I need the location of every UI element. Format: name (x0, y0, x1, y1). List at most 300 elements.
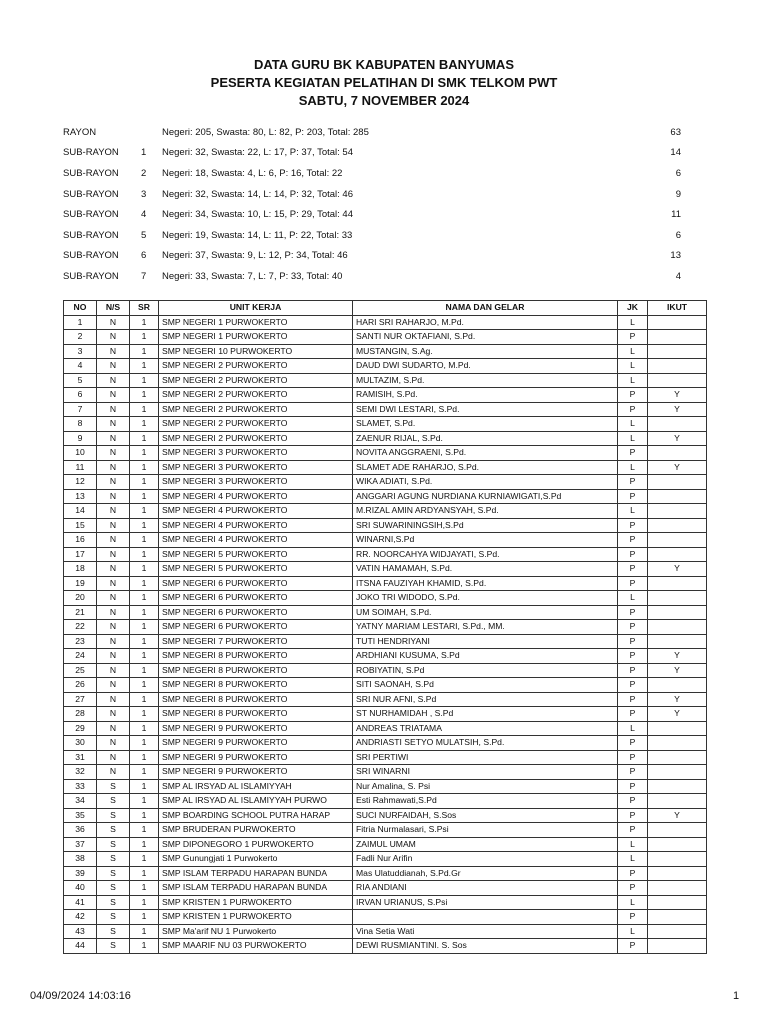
cell-jk: P (618, 823, 648, 838)
cell-sr: 1 (130, 634, 159, 649)
summary-number: 4 (141, 209, 147, 221)
cell-no: 33 (64, 779, 97, 794)
cell-unit-kerja: SMP AL IRSYAD AL ISLAMIYYAH (159, 779, 353, 794)
cell-ikut (648, 344, 707, 359)
teacher-table (63, 300, 707, 954)
cell-no: 3 (64, 344, 97, 359)
cell-no: 19 (64, 576, 97, 591)
cell-nama: RIA ANDIANI (353, 881, 618, 896)
cell-ikut (648, 678, 707, 693)
cell-nama: M.RIZAL AMIN ARDYANSYAH, S.Pd. (353, 504, 618, 519)
table-row (64, 605, 707, 620)
summary-label: SUB-RAYON (63, 270, 119, 282)
summary-total: 11 (671, 209, 681, 221)
cell-ns: S (97, 924, 130, 939)
cell-ikut (648, 373, 707, 388)
cell-ns: N (97, 707, 130, 722)
cell-unit-kerja: SMP NEGERI 7 PURWOKERTO (159, 634, 353, 649)
cell-nama: Esti Rahmawati,S.Pd (353, 794, 618, 809)
summary-number: 7 (141, 270, 147, 282)
cell-no: 43 (64, 924, 97, 939)
cell-ns: S (97, 779, 130, 794)
header-sr: SR (130, 301, 159, 316)
cell-ikut: Y (648, 388, 707, 403)
cell-sr: 1 (130, 504, 159, 519)
cell-no: 1 (64, 315, 97, 330)
cell-unit-kerja: SMP NEGERI 9 PURWOKERTO (159, 750, 353, 765)
cell-jk: P (618, 634, 648, 649)
cell-ns: N (97, 736, 130, 751)
cell-nama: ST NURHAMIDAH , S.Pd (353, 707, 618, 722)
cell-unit-kerja: SMP NEGERI 5 PURWOKERTO (159, 562, 353, 577)
cell-unit-kerja: SMP NEGERI 6 PURWOKERTO (159, 591, 353, 606)
table-row (64, 344, 707, 359)
footer-datetime: 04/09/2024 14:03:16 (30, 990, 131, 1002)
cell-unit-kerja: SMP Gunungjati 1 Purwokerto (159, 852, 353, 867)
cell-sr: 1 (130, 330, 159, 345)
cell-ns: N (97, 765, 130, 780)
cell-jk: P (618, 808, 648, 823)
cell-ns: N (97, 576, 130, 591)
table-row (64, 910, 707, 925)
cell-sr: 1 (130, 620, 159, 635)
cell-sr: 1 (130, 808, 159, 823)
table-row (64, 576, 707, 591)
cell-ns: N (97, 663, 130, 678)
cell-no: 24 (64, 649, 97, 664)
cell-nama: SRI WINARNI (353, 765, 618, 780)
cell-sr: 1 (130, 823, 159, 838)
cell-jk: P (618, 489, 648, 504)
cell-no: 27 (64, 692, 97, 707)
cell-nama: ARDHIANI KUSUMA, S.Pd (353, 649, 618, 664)
cell-no: 34 (64, 794, 97, 809)
cell-sr: 1 (130, 518, 159, 533)
cell-ns: S (97, 808, 130, 823)
cell-no: 29 (64, 721, 97, 736)
table-row (64, 518, 707, 533)
summary-label: SUB-RAYON (63, 147, 119, 159)
summary-row (63, 266, 691, 287)
cell-sr: 1 (130, 721, 159, 736)
cell-no: 22 (64, 620, 97, 635)
table-row (64, 721, 707, 736)
cell-no: 35 (64, 808, 97, 823)
table-row (64, 649, 707, 664)
summary-description: Negeri: 37, Swasta: 9, L: 12, P: 34, Total: 46 (162, 250, 348, 262)
table-row (64, 663, 707, 678)
cell-nama: RAMISIH, S.Pd. (353, 388, 618, 403)
table-row (64, 489, 707, 504)
cell-nama: ANDREAS TRIATAMA (353, 721, 618, 736)
cell-sr: 1 (130, 373, 159, 388)
cell-ikut (648, 518, 707, 533)
cell-jk: L (618, 852, 648, 867)
summary-number: 6 (141, 250, 147, 262)
cell-ikut (648, 779, 707, 794)
cell-ikut: Y (648, 460, 707, 475)
summary-number: 3 (141, 188, 147, 200)
cell-sr: 1 (130, 591, 159, 606)
cell-unit-kerja: SMP NEGERI 8 PURWOKERTO (159, 649, 353, 664)
cell-no: 18 (64, 562, 97, 577)
cell-sr: 1 (130, 547, 159, 562)
cell-sr: 1 (130, 866, 159, 881)
table-row (64, 431, 707, 446)
cell-sr: 1 (130, 779, 159, 794)
summary-total: 4 (675, 270, 681, 282)
cell-jk: P (618, 866, 648, 881)
cell-unit-kerja: SMP BOARDING SCHOOL PUTRA HARAP (159, 808, 353, 823)
table-row (64, 852, 707, 867)
cell-sr: 1 (130, 475, 159, 490)
cell-sr: 1 (130, 794, 159, 809)
header-ikut: IKUT (648, 301, 707, 316)
cell-sr: 1 (130, 431, 159, 446)
cell-ikut (648, 634, 707, 649)
cell-ikut (648, 794, 707, 809)
cell-no: 17 (64, 547, 97, 562)
cell-nama: DAUD DWI SUDARTO, M.Pd. (353, 359, 618, 374)
cell-no: 2 (64, 330, 97, 345)
cell-nama: Mas Ulatuddianah, S.Pd.Gr (353, 866, 618, 881)
table-row (64, 765, 707, 780)
cell-ikut (648, 504, 707, 519)
table-row (64, 373, 707, 388)
cell-nama: WIKA ADIATI, S.Pd. (353, 475, 618, 490)
cell-unit-kerja: SMP NEGERI 4 PURWOKERTO (159, 489, 353, 504)
title-line-2: PESERTA KEGIATAN PELATIHAN DI SMK TELKOM PWT (210, 75, 558, 90)
cell-jk: P (618, 779, 648, 794)
cell-unit-kerja: SMP NEGERI 6 PURWOKERTO (159, 576, 353, 591)
cell-no: 26 (64, 678, 97, 693)
cell-unit-kerja: SMP NEGERI 2 PURWOKERTO (159, 431, 353, 446)
cell-sr: 1 (130, 489, 159, 504)
cell-ns: N (97, 750, 130, 765)
summary-description: Negeri: 19, Swasta: 14, L: 11, P: 22, Total: 33 (162, 229, 353, 241)
summary-row (63, 143, 691, 164)
cell-unit-kerja: SMP Ma'arif NU 1 Purwokerto (159, 924, 353, 939)
cell-unit-kerja: SMP NEGERI 2 PURWOKERTO (159, 373, 353, 388)
cell-nama: Vina Setia Wati (353, 924, 618, 939)
cell-no: 6 (64, 388, 97, 403)
cell-nama: JOKO TRI WIDODO, S.Pd. (353, 591, 618, 606)
cell-no: 38 (64, 852, 97, 867)
table-row (64, 924, 707, 939)
header-no: NO (64, 301, 97, 316)
cell-no: 39 (64, 866, 97, 881)
cell-ikut (648, 533, 707, 548)
cell-no: 30 (64, 736, 97, 751)
cell-unit-kerja: SMP KRISTEN 1 PURWOKERTO (159, 910, 353, 925)
summary-label: RAYON (63, 126, 97, 138)
cell-jk: L (618, 895, 648, 910)
summary-row (63, 204, 691, 225)
cell-nama: YATNY MARIAM LESTARI, S.Pd., MM. (353, 620, 618, 635)
summary-total: 63 (670, 126, 681, 138)
header-jk: JK (618, 301, 648, 316)
cell-unit-kerja: SMP NEGERI 3 PURWOKERTO (159, 446, 353, 461)
cell-no: 28 (64, 707, 97, 722)
cell-jk: P (618, 475, 648, 490)
cell-ikut (648, 417, 707, 432)
cell-ns: N (97, 533, 130, 548)
cell-ikut (648, 721, 707, 736)
document-title (0, 56, 768, 110)
cell-nama: SLAMET, S.Pd. (353, 417, 618, 432)
cell-ns: N (97, 431, 130, 446)
cell-ns: S (97, 910, 130, 925)
cell-jk: P (618, 794, 648, 809)
cell-nama: ANGGARI AGUNG NURDIANA KURNIAWIGATI,S.Pd (353, 489, 618, 504)
cell-no: 31 (64, 750, 97, 765)
cell-sr: 1 (130, 649, 159, 664)
cell-unit-kerja: SMP AL IRSYAD AL ISLAMIYYAH PURWO (159, 794, 353, 809)
cell-unit-kerja: SMP NEGERI 2 PURWOKERTO (159, 402, 353, 417)
cell-nama: SLAMET ADE RAHARJO, S.Pd. (353, 460, 618, 475)
header-ns: N/S (97, 301, 130, 316)
cell-no: 7 (64, 402, 97, 417)
cell-ikut: Y (648, 707, 707, 722)
table-row (64, 504, 707, 519)
cell-no: 41 (64, 895, 97, 910)
cell-no: 5 (64, 373, 97, 388)
cell-jk: L (618, 924, 648, 939)
summary-row (63, 246, 691, 267)
table-row (64, 823, 707, 838)
cell-nama: TUTI HENDRIYANI (353, 634, 618, 649)
summary-description: Negeri: 205, Swasta: 80, L: 82, P: 203, Total: 285 (162, 126, 369, 138)
summary-row (63, 184, 691, 205)
cell-jk: P (618, 707, 648, 722)
cell-ns: S (97, 895, 130, 910)
cell-ns: N (97, 547, 130, 562)
cell-ikut (648, 895, 707, 910)
cell-no: 44 (64, 939, 97, 954)
table-row (64, 692, 707, 707)
cell-sr: 1 (130, 736, 159, 751)
cell-sr: 1 (130, 924, 159, 939)
cell-jk: L (618, 344, 648, 359)
cell-sr: 1 (130, 910, 159, 925)
cell-unit-kerja: SMP NEGERI 5 PURWOKERTO (159, 547, 353, 562)
cell-unit-kerja: SMP ISLAM TERPADU HARAPAN BUNDA (159, 866, 353, 881)
cell-ns: N (97, 721, 130, 736)
cell-sr: 1 (130, 663, 159, 678)
rayon-summary (63, 122, 691, 287)
summary-total: 14 (670, 147, 681, 159)
cell-nama: DEWI RUSMIANTINI. S. Sos (353, 939, 618, 954)
cell-jk: P (618, 547, 648, 562)
cell-nama: Nur Amalina, S. Psi (353, 779, 618, 794)
cell-jk: L (618, 721, 648, 736)
cell-jk: P (618, 576, 648, 591)
page-number: 1 (733, 990, 740, 1002)
cell-nama: IRVAN URIANUS, S.Psi (353, 895, 618, 910)
cell-unit-kerja: SMP NEGERI 6 PURWOKERTO (159, 605, 353, 620)
table-row (64, 750, 707, 765)
cell-ns: N (97, 489, 130, 504)
summary-label: SUB-RAYON (63, 167, 119, 179)
cell-sr: 1 (130, 417, 159, 432)
cell-sr: 1 (130, 750, 159, 765)
cell-nama: ROBIYATIN, S.Pd (353, 663, 618, 678)
cell-unit-kerja: SMP NEGERI 8 PURWOKERTO (159, 692, 353, 707)
cell-ikut (648, 330, 707, 345)
cell-no: 32 (64, 765, 97, 780)
cell-unit-kerja: SMP NEGERI 1 PURWOKERTO (159, 315, 353, 330)
cell-unit-kerja: SMP NEGERI 8 PURWOKERTO (159, 663, 353, 678)
cell-ikut: Y (648, 692, 707, 707)
cell-sr: 1 (130, 837, 159, 852)
cell-jk: P (618, 663, 648, 678)
cell-ikut (648, 359, 707, 374)
cell-nama: RR. NOORCAHYA WIDJAYATI, S.Pd. (353, 547, 618, 562)
cell-nama: ANDRIASTI SETYO MULATSIH, S.Pd. (353, 736, 618, 751)
cell-jk: L (618, 460, 648, 475)
cell-jk: L (618, 359, 648, 374)
cell-ns: N (97, 460, 130, 475)
cell-nama: VATIN HAMAMAH, S.Pd. (353, 562, 618, 577)
cell-ikut (648, 475, 707, 490)
cell-unit-kerja: SMP NEGERI 4 PURWOKERTO (159, 504, 353, 519)
cell-unit-kerja: SMP ISLAM TERPADU HARAPAN BUNDA (159, 881, 353, 896)
cell-ikut (648, 837, 707, 852)
cell-jk: P (618, 605, 648, 620)
cell-ikut: Y (648, 431, 707, 446)
table-row (64, 547, 707, 562)
cell-jk: P (618, 881, 648, 896)
cell-sr: 1 (130, 852, 159, 867)
cell-ns: S (97, 823, 130, 838)
cell-ns: N (97, 359, 130, 374)
table-row (64, 620, 707, 635)
cell-sr: 1 (130, 707, 159, 722)
cell-jk: P (618, 678, 648, 693)
cell-nama: MUSTANGIN, S.Ag. (353, 344, 618, 359)
cell-ns: N (97, 315, 130, 330)
cell-ikut (648, 866, 707, 881)
cell-ikut (648, 489, 707, 504)
cell-jk: P (618, 620, 648, 635)
cell-ns: S (97, 852, 130, 867)
summary-number: 2 (141, 167, 147, 179)
cell-nama: WINARNI,S.Pd (353, 533, 618, 548)
cell-unit-kerja: SMP NEGERI 8 PURWOKERTO (159, 678, 353, 693)
cell-ns: S (97, 794, 130, 809)
summary-total: 6 (675, 229, 681, 241)
table-row (64, 460, 707, 475)
summary-label: SUB-RAYON (63, 229, 119, 241)
cell-ikut (648, 881, 707, 896)
table-row (64, 634, 707, 649)
header-nama-dan-gelar: NAMA DAN GELAR (353, 301, 618, 316)
cell-ikut (648, 924, 707, 939)
cell-jk: P (618, 649, 648, 664)
cell-no: 9 (64, 431, 97, 446)
table-row (64, 533, 707, 548)
cell-unit-kerja: SMP NEGERI 4 PURWOKERTO (159, 533, 353, 548)
summary-label: SUB-RAYON (63, 188, 119, 200)
cell-ikut (648, 620, 707, 635)
cell-sr: 1 (130, 765, 159, 780)
cell-sr: 1 (130, 881, 159, 896)
cell-ns: N (97, 504, 130, 519)
cell-nama: HARI SRI RAHARJO, M.Pd. (353, 315, 618, 330)
cell-nama: SUCI NURFAIDAH, S.Sos (353, 808, 618, 823)
cell-nama: SRI SUWARININGSIH,S.Pd (353, 518, 618, 533)
cell-no: 14 (64, 504, 97, 519)
cell-no: 23 (64, 634, 97, 649)
table-row (64, 866, 707, 881)
summary-description: Negeri: 34, Swasta: 10, L: 15, P: 29, Total: 44 (162, 209, 353, 221)
table-row (64, 707, 707, 722)
summary-label: SUB-RAYON (63, 250, 119, 262)
summary-row (63, 225, 691, 246)
cell-sr: 1 (130, 895, 159, 910)
cell-jk: L (618, 373, 648, 388)
cell-no: 36 (64, 823, 97, 838)
cell-unit-kerja: SMP DIPONEGORO 1 PURWOKERTO (159, 837, 353, 852)
cell-unit-kerja: SMP NEGERI 6 PURWOKERTO (159, 620, 353, 635)
cell-ns: N (97, 475, 130, 490)
cell-ns: N (97, 344, 130, 359)
cell-jk: L (618, 417, 648, 432)
cell-ns: N (97, 634, 130, 649)
cell-nama: SITI SAONAH, S.Pd (353, 678, 618, 693)
table-row (64, 315, 707, 330)
cell-sr: 1 (130, 402, 159, 417)
cell-ikut (648, 852, 707, 867)
cell-nama: ITSNA FAUZIYAH KHAMID, S.Pd. (353, 576, 618, 591)
cell-ikut (648, 591, 707, 606)
cell-ikut: Y (648, 663, 707, 678)
cell-jk: L (618, 837, 648, 852)
cell-sr: 1 (130, 562, 159, 577)
cell-ns: N (97, 373, 130, 388)
cell-unit-kerja: SMP NEGERI 2 PURWOKERTO (159, 388, 353, 403)
cell-no: 4 (64, 359, 97, 374)
cell-ns: N (97, 446, 130, 461)
cell-sr: 1 (130, 460, 159, 475)
cell-nama: SANTI NUR OKTAFIANI, S.Pd. (353, 330, 618, 345)
cell-ikut (648, 315, 707, 330)
cell-sr: 1 (130, 939, 159, 954)
cell-unit-kerja: SMP KRISTEN 1 PURWOKERTO (159, 895, 353, 910)
cell-jk: P (618, 533, 648, 548)
cell-jk: P (618, 736, 648, 751)
cell-jk: L (618, 315, 648, 330)
summary-total: 13 (670, 250, 681, 262)
cell-nama: SEMI DWI LESTARI, S.Pd. (353, 402, 618, 417)
cell-jk: P (618, 330, 648, 345)
cell-no: 42 (64, 910, 97, 925)
table-row (64, 359, 707, 374)
cell-no: 37 (64, 837, 97, 852)
cell-jk: P (618, 750, 648, 765)
table-row (64, 475, 707, 490)
cell-ns: N (97, 388, 130, 403)
cell-ikut (648, 750, 707, 765)
cell-sr: 1 (130, 533, 159, 548)
cell-nama: UM SOIMAH, S.Pd. (353, 605, 618, 620)
cell-ns: N (97, 692, 130, 707)
cell-nama (353, 910, 618, 925)
cell-unit-kerja: SMP NEGERI 1 PURWOKERTO (159, 330, 353, 345)
cell-unit-kerja: SMP NEGERI 4 PURWOKERTO (159, 518, 353, 533)
cell-unit-kerja: SMP NEGERI 8 PURWOKERTO (159, 707, 353, 722)
cell-ikut (648, 939, 707, 954)
